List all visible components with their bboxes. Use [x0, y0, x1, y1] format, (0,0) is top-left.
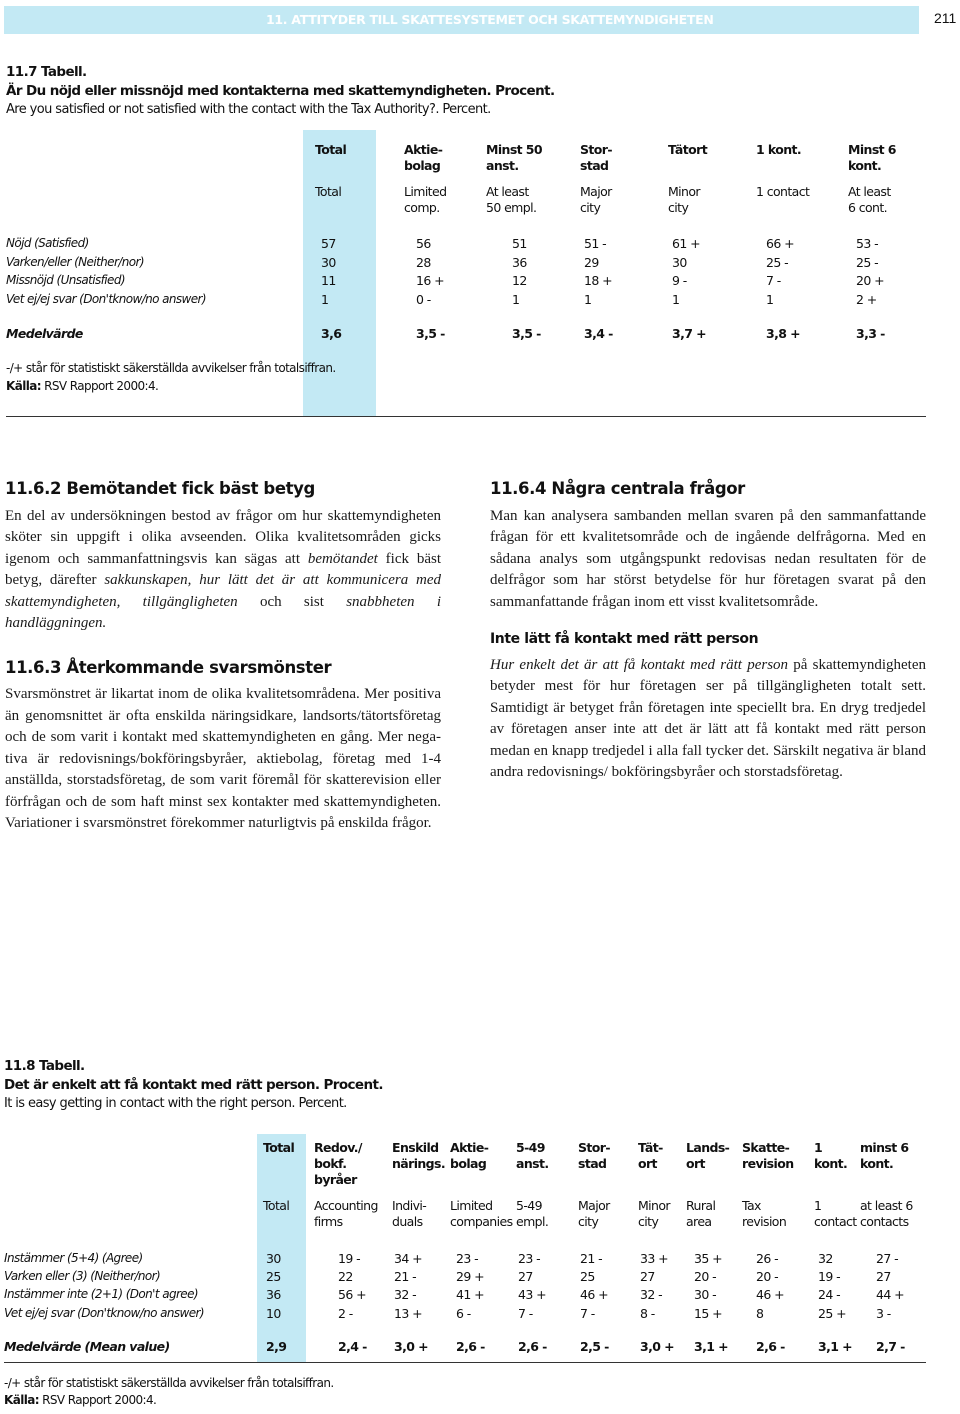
column-header-sv: Total — [315, 142, 347, 157]
column-header-en: At least 6 cont. — [848, 184, 891, 215]
table-cell: 51 - — [584, 236, 606, 251]
column-header-en: Tax revision — [742, 1198, 787, 1229]
table-cell: 66 + — [766, 236, 794, 251]
table-cell: 15 + — [694, 1305, 722, 1321]
table-cell: 8 - — [640, 1305, 655, 1321]
paragraph-11-6-3: Svarsmönstret är likartat inom de olika kvalitetsområdena. Mer positiva än genomsnittet är ofta enskilda näringsidkare, landsorts/tätortsföretag och de som varit i kontakt med skattemyndigheten en gång. Mer negativa är redovisnings/bokföringsbyråer, aktiebolag, företag med 1-4 anställda, storstadsföretag, de som varit föremål för skatterevision eller förfrågan och de som haft minst sex kontakter med skattemyndigheten. Variationer i svarsmönstret förekommer naturligtvis på enskilda frågor. — [5, 686, 441, 831]
table-cell: 1 — [766, 291, 774, 307]
mean-cell: 2,6 - — [756, 1339, 785, 1354]
table-cell: 30 — [672, 254, 687, 270]
table-cell: 16 + — [416, 273, 444, 288]
column-header-en: Major city — [578, 1198, 610, 1229]
column-header-sv: Tät- ort — [638, 1140, 663, 1171]
table-rule-bottom — [4, 1362, 926, 1363]
table-cell: 25 - — [856, 254, 878, 270]
table-cell: 46 + — [580, 1287, 608, 1303]
left-text-column — [5, 478, 441, 835]
table-11-8 — [4, 1058, 926, 1410]
table-cell: 44 + — [876, 1287, 904, 1303]
table-title-english: It is easy getting in contact with the right person. Percent. — [4, 1096, 347, 1111]
table-cell: 53 - — [856, 236, 878, 251]
mean-cell: 3,4 - — [584, 326, 613, 341]
table-cell: 1 — [512, 291, 520, 307]
column-header-en: Minor city — [638, 1198, 670, 1229]
table-cell: 43 + — [518, 1287, 546, 1303]
table-cell: 32 - — [640, 1287, 662, 1303]
mean-cell: 3,8 + — [766, 326, 800, 341]
mean-cell: 2,9 — [266, 1339, 287, 1354]
table-title-swedish: Det är enkelt att få kontakt med rätt person. Procent. — [4, 1077, 383, 1093]
column-header-en: Rural area — [686, 1198, 716, 1229]
table-cell: 36 — [512, 254, 527, 270]
column-header-en: Accounting firms — [314, 1198, 378, 1229]
table-cell: 6 - — [456, 1305, 471, 1321]
column-header-en: Limited comp. — [404, 184, 447, 215]
table-cell: 27 — [876, 1269, 891, 1285]
table-cell: 8 — [756, 1305, 764, 1321]
row-label: Instämmer inte (2+1) (Don't agree) — [4, 1287, 198, 1302]
table-cell: 30 — [321, 254, 336, 270]
subheading-contact: Inte lätt få kontakt med rätt person — [490, 631, 759, 647]
mean-cell: 2,4 - — [338, 1339, 367, 1354]
heading-11-6-2: 11.6.2 Bemötandet fick bäst betyg — [5, 479, 315, 498]
table-cell: 20 - — [756, 1269, 778, 1285]
heading-11-6-4: 11.6.4 Några centrala frågor — [490, 479, 745, 498]
column-header-sv: minst 6 kont. — [860, 1140, 909, 1171]
table-cell: 1 — [321, 291, 329, 307]
column-header-sv: Enskild närings. — [392, 1140, 446, 1171]
table-cell: 25 - — [766, 254, 788, 270]
row-label: Vet ej/ej svar (Don'tknow/no answer) — [4, 1305, 204, 1320]
running-header-title: 11. ATTITYDER TILL SKATTESYSTEMET OCH SKATTEMYNDIGHETEN — [266, 12, 714, 27]
row-label: Varken eller (3) (Neither/nor) — [4, 1269, 161, 1284]
table-cell: 11 — [321, 273, 336, 288]
right-text-column — [490, 478, 926, 784]
table-cell: 27 — [640, 1269, 655, 1285]
mean-cell: 3,5 - — [416, 326, 445, 341]
row-label: Vet ej/ej svar (Don'tknow/no answer) — [6, 291, 206, 306]
table-cell: 57 — [321, 236, 336, 251]
column-header-sv: Total — [263, 1140, 295, 1155]
table-cell: 30 - — [694, 1287, 716, 1303]
heading-11-6-3: 11.6.3 Återkommande svarsmönster — [5, 657, 332, 677]
table-cell: 36 — [266, 1287, 281, 1303]
column-header-en: Total — [315, 184, 342, 199]
table-cell: 32 — [818, 1251, 833, 1266]
column-header-en: 5-49 empl. — [516, 1198, 549, 1229]
table-source: Källa: RSV Rapport 2000:4. — [6, 379, 159, 393]
table-cell: 29 + — [456, 1269, 484, 1285]
running-header-band — [4, 6, 919, 34]
table-cell: 22 — [338, 1269, 353, 1285]
table-title-swedish: Är Du nöjd eller missnöjd med kontakterna med skattemyndigheten. Procent. — [6, 83, 555, 99]
column-header-sv: Aktie- bolag — [404, 142, 443, 173]
column-header-en: Indivi- duals — [392, 1198, 427, 1229]
table-cell: 41 + — [456, 1287, 484, 1303]
table-cell: 27 — [518, 1269, 533, 1285]
column-header-sv: Redov./ bokf. byråer — [314, 1140, 362, 1187]
mean-row-label: Medelvärde — [6, 326, 83, 341]
table-footnote: -/+ står för statistiskt säkerställda avvikelser från totalsiffran. — [4, 1376, 334, 1390]
paragraph-11-6-4: Man kan analysera sambanden mellan svaren på den sammanfattande frågan för ett kvalitetsområde och de ingående delfrågorna. Med en sådana analys som utgångspunkt redovisas nedan resultaten för de delfrågor som har störst betydelse för hur företagen svarat på den sammanfattande frågan inom ett visst kvalitetsområde. — [490, 507, 926, 610]
mean-cell: 2,6 - — [456, 1339, 485, 1354]
table-cell: 20 + — [856, 273, 884, 288]
mean-cell: 3,1 + — [818, 1339, 852, 1354]
column-header-sv: 1 kont. — [814, 1140, 848, 1171]
table-cell: 2 + — [856, 291, 877, 307]
column-header-sv: Minst 6 kont. — [848, 142, 896, 173]
column-header-en: Limited companies — [450, 1198, 513, 1229]
mean-cell: 3,0 + — [394, 1339, 428, 1354]
table-cell: 25 — [580, 1269, 595, 1285]
mean-row-label: Medelvärde (Mean value) — [4, 1339, 170, 1354]
column-header-sv: Stor- stad — [580, 142, 612, 173]
mean-cell: 3,3 - — [856, 326, 885, 341]
table-cell: 1 — [672, 291, 680, 307]
column-header-sv: Aktie- bolag — [450, 1140, 489, 1171]
table-cell: 56 — [416, 236, 431, 251]
page-number: 211 — [934, 10, 957, 26]
table-title-english: Are you satisfied or not satisfied with the contact with the Tax Authority?. Percent. — [6, 102, 491, 117]
row-label: Varken/eller (Neither/nor) — [6, 254, 144, 269]
table-rule-bottom — [6, 416, 926, 417]
mean-cell: 2,7 - — [876, 1339, 905, 1354]
table-cell: 3 - — [876, 1305, 891, 1321]
column-header-en: at least 6 contacts — [860, 1198, 913, 1229]
table-cell: 0 - — [416, 291, 431, 307]
table-cell: 2 - — [338, 1305, 353, 1321]
table-cell: 26 - — [756, 1251, 778, 1266]
table-cell: 27 - — [876, 1251, 898, 1266]
paragraph-contact: Hur enkelt det är att få kontakt med rätt person på skattemyndigheten betyder mest för hur företagen ser på tillgängligheten totalt sett. Samtidigt är betyget från företagen inte speciellt bra. En dryg tredjedel av företagen anser inte att det är lätt att få kontakt med rätt person medan en knapp tredjedel i alla fall tycker det. Särskilt negativa är bland andra redovisnings/ bokföringsbyråer och storstadsföretag. — [490, 656, 926, 780]
table-cell: 7 - — [518, 1305, 533, 1321]
column-header-sv: Tätort — [668, 142, 708, 157]
mean-cell: 3,6 — [321, 326, 342, 341]
column-header-en: 1 contact — [814, 1198, 857, 1229]
table-cell: 7 - — [580, 1305, 595, 1321]
row-label: Missnöjd (Unsatisfied) — [6, 273, 125, 287]
column-header-en: Total — [263, 1198, 290, 1213]
column-header-sv: 5-49 anst. — [516, 1140, 549, 1171]
table-cell: 32 - — [394, 1287, 416, 1303]
total-column-shade — [257, 1134, 306, 1362]
table-cell: 21 - — [394, 1269, 416, 1285]
table-cell: 29 — [584, 254, 599, 270]
table-cell: 19 - — [338, 1251, 360, 1266]
column-header-en: At least 50 empl. — [486, 184, 537, 215]
paragraph-11-6-2: En del av undersökningen bestod av frågor om hur skattemyndigheten sköter sin uppgift i olika avseenden. Olika kvalitetsområden gicks igenom och sammanfattningsvis kan sägas att bemötandet fick bäst betyg, därefter sakkunskapen, hur lätt det är att kommunicera med skattemyndigheten, tillgängligheten och sist snabbheten i handläggningen. — [5, 507, 442, 631]
column-header-en: 1 contact — [756, 184, 810, 199]
column-header-en: Minor city — [668, 184, 700, 215]
table-footnote: -/+ står för statistiskt säkerställda avvikelser från totalsiffran. — [6, 361, 336, 375]
table-11-7 — [6, 64, 926, 404]
column-header-en: Major city — [580, 184, 612, 215]
table-cell: 25 — [266, 1269, 281, 1285]
table-cell: 25 + — [818, 1305, 846, 1321]
table-cell: 19 - — [818, 1269, 840, 1285]
row-label: Instämmer (5+4) (Agree) — [4, 1251, 143, 1265]
table-source: Källa: RSV Rapport 2000:4. — [4, 1393, 157, 1407]
table-cell: 23 - — [456, 1251, 478, 1266]
table-cell: 21 - — [580, 1251, 602, 1266]
column-header-sv: Lands- ort — [686, 1140, 730, 1171]
mean-cell: 3,1 + — [694, 1339, 728, 1354]
column-header-sv: Minst 50 anst. — [486, 142, 542, 173]
table-cell: 7 - — [766, 273, 781, 288]
row-label: Nöjd (Satisfied) — [6, 236, 89, 250]
mean-cell: 2,6 - — [518, 1339, 547, 1354]
column-header-sv: 1 kont. — [756, 142, 802, 157]
table-cell: 33 + — [640, 1251, 668, 1266]
table-cell: 24 - — [818, 1287, 840, 1303]
table-cell: 35 + — [694, 1251, 722, 1266]
table-cell: 30 — [266, 1251, 281, 1266]
table-cell: 28 — [416, 254, 431, 270]
table-number: 11.8 Tabell. — [4, 1058, 85, 1074]
table-cell: 13 + — [394, 1305, 422, 1321]
table-cell: 10 — [266, 1305, 281, 1321]
table-cell: 34 + — [394, 1251, 422, 1266]
mean-cell: 2,5 - — [580, 1339, 609, 1354]
column-header-sv: Skatte- revision — [742, 1140, 794, 1171]
table-cell: 46 + — [756, 1287, 784, 1303]
mean-cell: 3,5 - — [512, 326, 541, 341]
table-cell: 23 - — [518, 1251, 540, 1266]
table-cell: 1 — [584, 291, 592, 307]
table-cell: 20 - — [694, 1269, 716, 1285]
table-cell: 18 + — [584, 273, 612, 288]
table-cell: 9 - — [672, 273, 687, 288]
table-cell: 61 + — [672, 236, 700, 251]
column-header-sv: Stor- stad — [578, 1140, 610, 1171]
mean-cell: 3,7 + — [672, 326, 706, 341]
table-cell: 56 + — [338, 1287, 366, 1303]
table-cell: 12 — [512, 273, 527, 288]
mean-cell: 3,0 + — [640, 1339, 674, 1354]
table-number: 11.7 Tabell. — [6, 64, 87, 80]
table-cell: 51 — [512, 236, 527, 251]
